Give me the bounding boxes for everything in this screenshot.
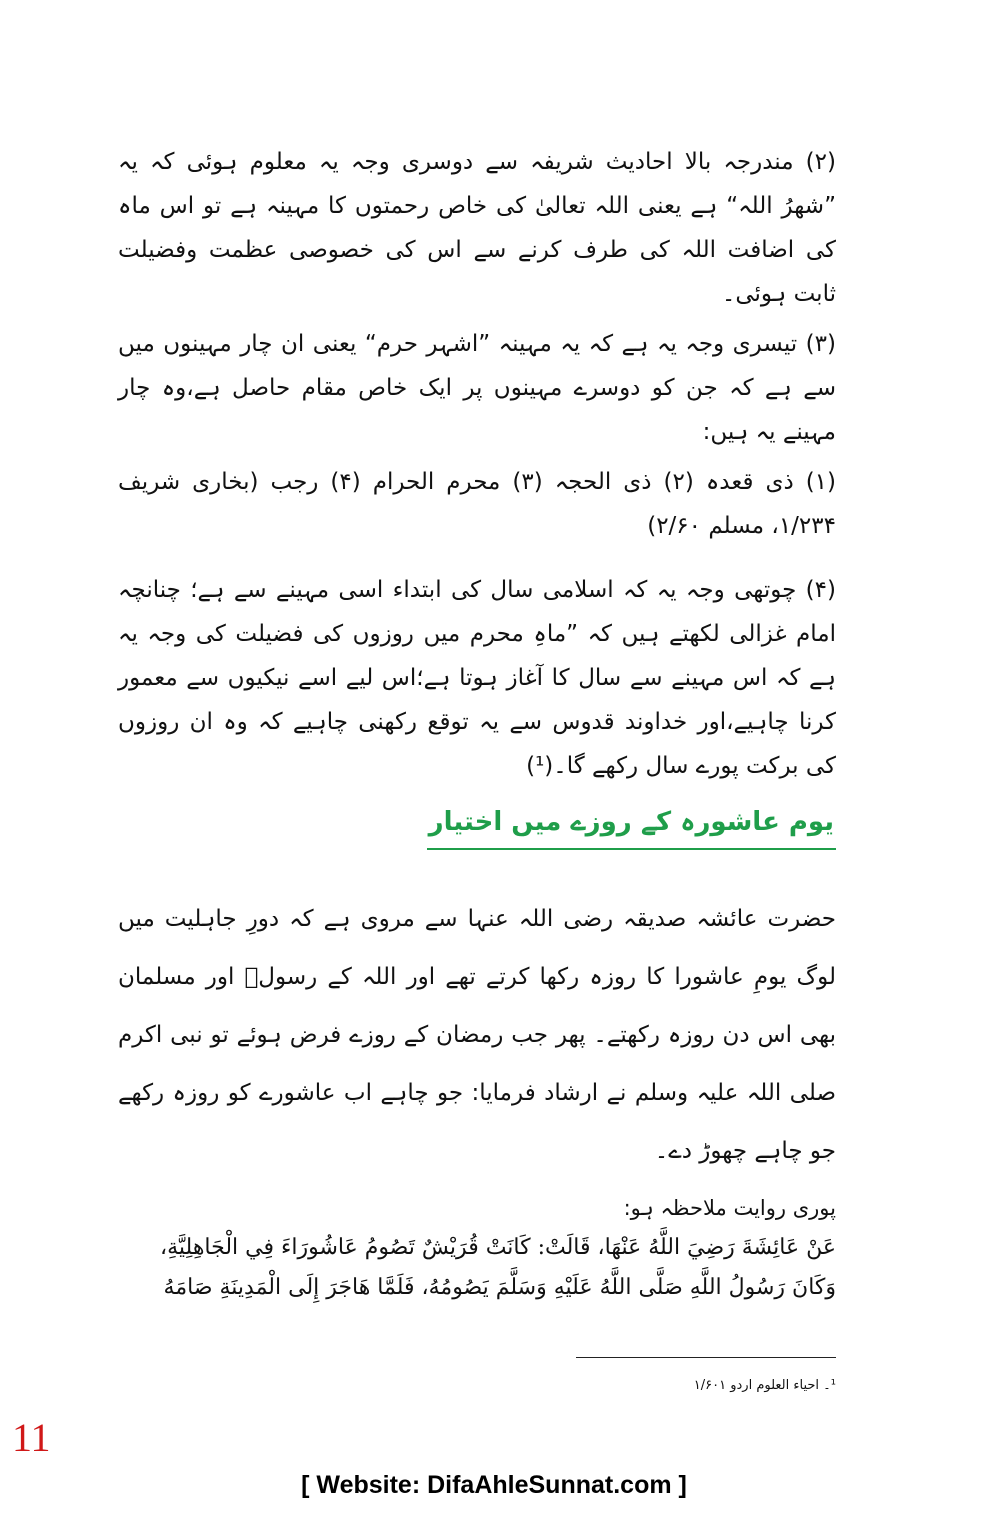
arabic-hadith-line-2: وَكَانَ رَسُولُ اللَّهِ صَلَّى اللَّهُ عَلَيْهِ وَسَلَّمَ يَصُومُهُ، فَلَمَّا هَاجَرَ إِلَى الْمَدِينَةِ صَامَهُ	[163, 1275, 836, 1300]
page-body	[118, 140, 836, 1308]
paragraph-second-reason: (۲) مندرجہ بالا احادیث شریفہ سے دوسری وجہ یہ معلوم ہوئی کہ یہ ”شھرُ اللہ“ ہے یعنی اللہ تعالیٰ کی خاص رحمتوں کا مہینہ ہے تو اس ماہ کی اضافت اللہ کی طرف کرنے سے اس کی خصوصی عظمت وفضیلت ثابت ہوئی۔	[118, 149, 836, 307]
paragraph-third-reason: (۳) تیسری وجہ یہ ہے کہ یہ مہینہ ”اشہر حرم“ یعنی ان چار مہینوں میں سے ہے کہ جن کو دوسرے مہینوں پر ایک خاص مقام حاصل ہے،وہ چار مہینے یہ ہیں:	[118, 331, 836, 445]
footnote: ¹۔ احیاء العلوم اردو ۱/۶۰۱	[693, 1378, 836, 1393]
page-number: 11	[12, 1415, 51, 1460]
section-heading: یوم عاشورہ کے روزے میں اختیار	[427, 800, 836, 850]
paragraph-fourth-reason: (۴) چوتھی وجہ یہ کہ اسلامی سال کی ابتداء اسی مہینے سے ہے؛ چنانچہ امام غزالی لکھتے ہیں کہ ”ماہِ محرم میں روزوں کی فضیلت کی وجہ یہ ہے کہ اس مہینے سے سال کا آغاز ہوتا ہے؛اس لیے اسے نیکیوں سے معمور کرنا چاہیے،اور خداوند قدوس سے یہ توقع رکھنی چاہیے کہ وہ ان روزوں کی برکت پورے سال رکھے گا۔(¹)	[118, 577, 836, 779]
footnote-divider	[576, 1357, 836, 1358]
paragraph-sacred-months: (۱) ذی قعدہ (۲) ذی الحجہ (۳) محرم الحرام (۴) رجب (بخاری شریف ۱/۲۳۴، مسلم ۲/۶۰)	[118, 469, 837, 539]
website-footer: [ Website: DifaAhleSunnat.com ]	[301, 1471, 687, 1499]
narration-intro: پوری روایت ملاحظہ ہو:	[623, 1196, 836, 1220]
section-heading-wrap	[118, 800, 836, 850]
arabic-hadith-line-1: عَنْ عَائِشَةَ رَضِيَ اللَّهُ عَنْهَا، قَالَتْ: كَانَتْ قُرَيْشٌ تَصُومُ عَاشُورَاءَ فِي الْجَاهِلِيَّةِ،	[160, 1235, 836, 1260]
paragraph-hadith-summary: حضرت عائشہ صدیقہ رضی اللہ عنہا سے مروی ہے کہ دورِ جاہلیت میں لوگ یومِ عاشورا کا روزہ رکھا کرتے تھے اور اللہ کے رسولؐ اور مسلمان بھی اس دن روزہ رکھتے۔ پھر جب رمضان کے روزے فرض ہوئے تو نبی اکرم صلی اللہ علیہ وسلم نے ارشاد فرمایا: جو چاہے اب عاشورے کو روزہ رکھے جو چاہے چھوڑ دے۔	[118, 906, 836, 1164]
